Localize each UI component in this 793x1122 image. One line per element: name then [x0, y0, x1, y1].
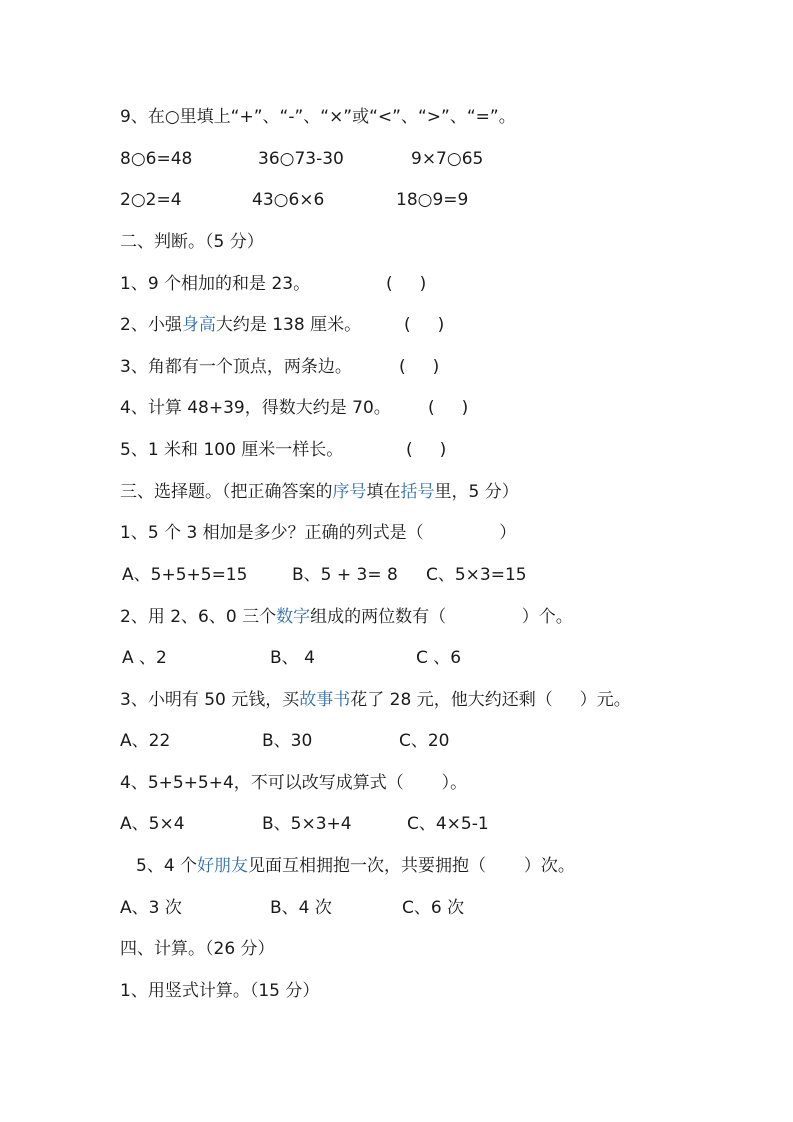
judge-item-3: 3、角都有一个顶点，两条边。 [120, 357, 352, 377]
answer-bracket: ( ) [399, 357, 440, 377]
q9-item: 43○6×6 [252, 190, 325, 210]
question-text: 花了 28 元，他大约还剩（ ）元。 [350, 690, 631, 710]
question-text: 见面互相拥抱一次，共要拥抱（ ）次。 [248, 856, 575, 876]
judge-item-5: 5、1 米和 100 厘米一样长。 [120, 440, 344, 460]
choice-question-1: 1、5 个 3 相加是多少？正确的列式是（ ） [120, 523, 517, 543]
q9-prompt: 9、在○里填上“+”、“-”、“×”或“<”、“>”、“=”。 [120, 107, 516, 127]
judge-item-2 [120, 314, 361, 336]
keyword-link[interactable]: 序号 [332, 482, 367, 502]
judge-item-text: 大约是 138 厘米。 [215, 315, 362, 335]
calc-subsection-1: 1、用竖式计算。（15 分） [120, 981, 320, 1001]
q9-item: 36○73-30 [258, 149, 344, 169]
q9-item: 8○6=48 [120, 149, 193, 169]
keyword-link[interactable]: 故事书 [299, 690, 351, 710]
choice-option: B、5 + 3= 8 [292, 565, 398, 585]
section-judge-heading: 二、判断。（5 分） [120, 232, 264, 252]
choice-option: A 、2 [122, 648, 167, 668]
choice-option: A、3 次 [120, 898, 182, 918]
answer-bracket: ( ) [406, 440, 447, 460]
heading-text: 三、选择题。（把正确答案的 [120, 482, 333, 502]
q9-item: 18○9=9 [396, 190, 469, 210]
choice-question-2 [120, 606, 573, 628]
question-text: 组成的两位数有（ ）个。 [310, 607, 573, 627]
question-text: 2、用 2、6、0 三个 [120, 607, 277, 627]
choice-option: A、5+5+5=15 [122, 565, 248, 585]
q9-item: 9×7○65 [411, 149, 484, 169]
choice-option: C、4×5-1 [407, 814, 489, 834]
heading-text: 填在 [366, 482, 401, 502]
judge-item-4: 4、计算 48+39，得数大约是 70。 [120, 398, 391, 418]
section-choice-heading [120, 481, 519, 503]
answer-bracket: ( ) [404, 315, 445, 335]
choice-question-4: 4、5+5+5+4，不可以改写成算式（ ）。 [120, 773, 468, 793]
choice-question-3 [120, 689, 631, 711]
choice-option: B、 4 [270, 648, 315, 668]
answer-bracket: ( ) [386, 274, 427, 294]
answer-bracket: ( ) [428, 398, 469, 418]
question-text: 5、4 个 [136, 856, 198, 876]
keyword-link[interactable]: 数字 [276, 607, 311, 627]
choice-option: B、30 [262, 731, 313, 751]
choice-option: B、5×3+4 [262, 814, 352, 834]
choice-option: C、5×3=15 [426, 565, 527, 585]
choice-option: A、22 [120, 731, 171, 751]
judge-item-text: 2、小强 [120, 315, 182, 335]
keyword-link[interactable]: 好朋友 [197, 856, 249, 876]
choice-question-5 [136, 855, 575, 877]
question-text: 3、小明有 50 元钱，买 [120, 690, 300, 710]
heading-text: 里，5 分） [434, 482, 519, 502]
section-calc-heading: 四、计算。（26 分） [120, 939, 275, 959]
judge-item-1: 1、9 个相加的和是 23。 [120, 274, 311, 294]
choice-option: C、6 次 [402, 898, 465, 918]
keyword-link[interactable]: 括号 [400, 482, 435, 502]
choice-option: A、5×4 [120, 814, 185, 834]
keyword-link[interactable]: 身高 [181, 315, 216, 335]
choice-option: B、4 次 [270, 898, 332, 918]
choice-option: C、20 [399, 731, 450, 751]
choice-option: C 、6 [416, 648, 462, 668]
q9-item: 2○2=4 [120, 190, 182, 210]
